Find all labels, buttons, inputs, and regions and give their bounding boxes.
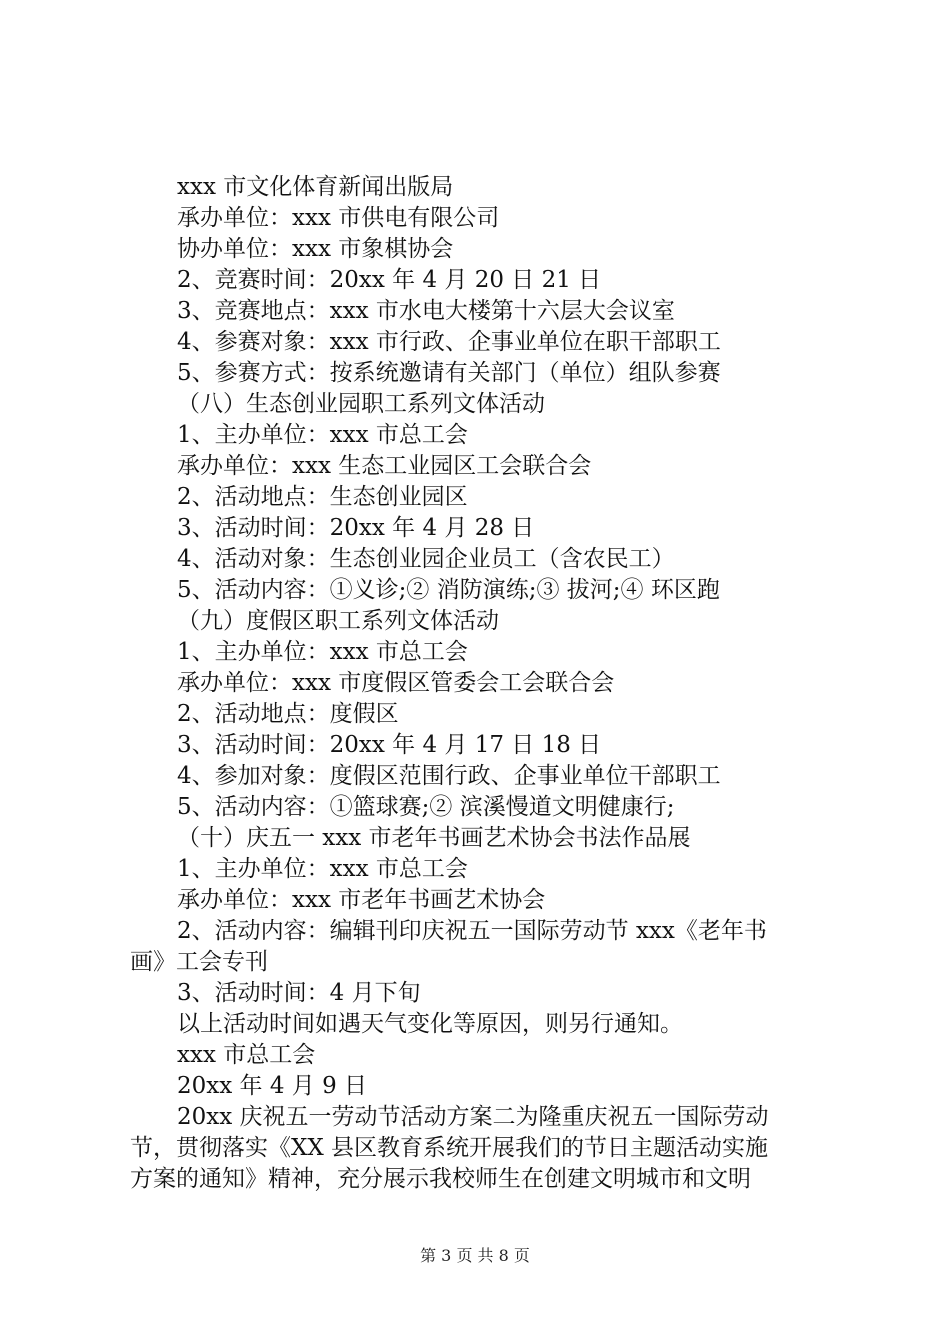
signature-organization: xxx 市总工会 <box>177 1042 316 1068</box>
text-line: 5、活动内容：①义诊;② 消防演练;③ 拔河;④ 环区跑 <box>177 577 720 603</box>
text-line: 承办单位：xxx 市度假区管委会工会联合会 <box>177 670 615 696</box>
text-line: 4、活动对象：生态创业园企业员工（含农民工） <box>177 546 675 572</box>
text-line: 承办单位：xxx 市老年书画艺术协会 <box>177 887 546 913</box>
text-line: 画》工会专刊 <box>130 949 268 975</box>
text-line: 以上活动时间如遇天气变化等原因，则另行通知。 <box>177 1011 683 1037</box>
text-line: 5、参赛方式：按系统邀请有关部门（单位）组队参赛 <box>177 360 721 386</box>
text-line: 4、参赛对象：xxx 市行政、企事业单位在职干部职工 <box>177 329 721 355</box>
text-line: 2、竞赛时间：20xx 年 4 月 20 日 21 日 <box>177 267 602 293</box>
document-body <box>130 172 830 1195</box>
text-line: 1、主办单位：xxx 市总工会 <box>177 639 468 665</box>
text-line: 1、主办单位：xxx 市总工会 <box>177 422 468 448</box>
text-line: 方案的通知》精神，充分展示我校师生在创建文明城市和文明 <box>130 1166 751 1192</box>
text-line: 承办单位：xxx 生态工业园区工会联合会 <box>177 453 592 479</box>
text-line: 协办单位：xxx 市象棋协会 <box>177 236 454 262</box>
text-line: 3、活动时间：20xx 年 4 月 17 日 18 日 <box>177 732 602 758</box>
text-line: 4、参加对象：度假区范围行政、企事业单位干部职工 <box>177 763 721 789</box>
signature-date: 20xx 年 4 月 9 日 <box>177 1073 368 1099</box>
section-heading: （十）庆五一 xxx 市老年书画艺术协会书法作品展 <box>177 825 691 851</box>
text-line: 3、活动时间：4 月下旬 <box>177 980 421 1006</box>
section-heading: （八）生态创业园职工系列文体活动 <box>177 391 545 417</box>
text-line: 3、竞赛地点：xxx 市水电大楼第十六层大会议室 <box>177 298 675 324</box>
page-number-footer: 第 3 页 共 8 页 <box>420 1246 530 1265</box>
text-line: 2、活动地点：度假区 <box>177 701 399 727</box>
text-line: 5、活动内容：①篮球赛;② 滨溪慢道文明健康行; <box>177 794 675 820</box>
text-line: xxx 市文化体育新闻出版局 <box>177 174 454 200</box>
text-line: 2、活动地点：生态创业园区 <box>177 484 468 510</box>
text-line: 承办单位：xxx 市供电有限公司 <box>177 205 500 231</box>
text-line: 20xx 庆祝五一劳动节活动方案二为隆重庆祝五一国际劳动 <box>177 1104 769 1130</box>
text-line: 1、主办单位：xxx 市总工会 <box>177 856 468 882</box>
section-heading: （九）度假区职工系列文体活动 <box>177 608 499 634</box>
text-line: 2、活动内容：编辑刊印庆祝五一国际劳动节 xxx《老年书 <box>177 918 767 944</box>
text-line: 3、活动时间：20xx 年 4 月 28 日 <box>177 515 535 541</box>
text-line: 节，贯彻落实《XX 县区教育系统开展我们的节日主题活动实施 <box>130 1135 769 1161</box>
